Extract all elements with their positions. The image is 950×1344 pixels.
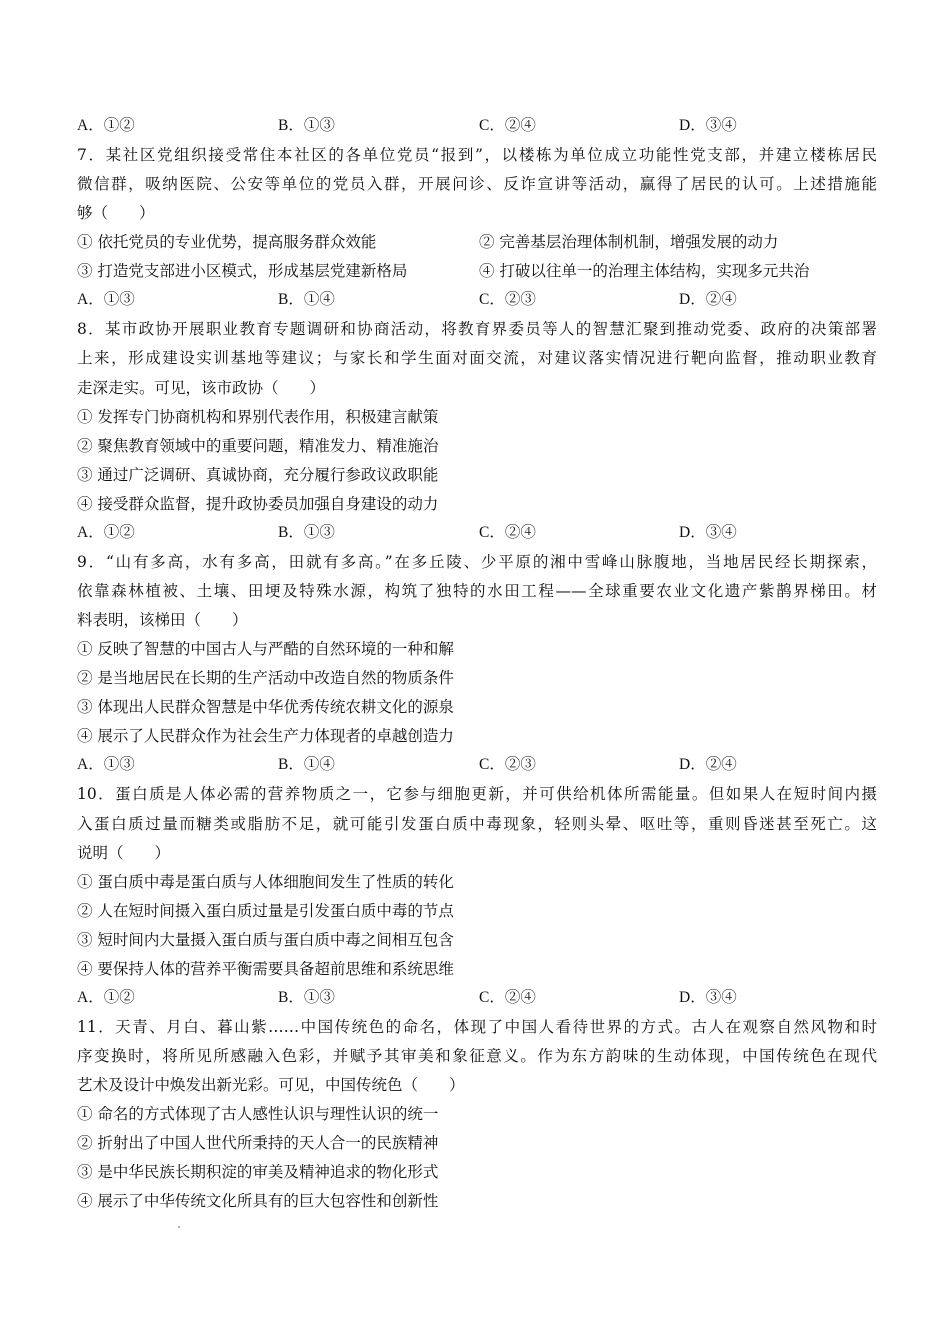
q10-option-b[interactable]: B．①③ bbox=[278, 989, 335, 1006]
scan-speck bbox=[178, 1226, 180, 1228]
option-a[interactable]: A．①② bbox=[77, 117, 135, 134]
q7-item-3: ③ 打造党支部进小区模式，形成基层党建新格局 bbox=[77, 262, 408, 280]
q7-item-4: ④ 打破以往单一的治理主体结构，实现多元共治 bbox=[479, 262, 810, 280]
q11-stem-line-2: 序变换时，将所见所感融入色彩，并赋予其审美和象征意义。作为东方韵味的生动体现，中国传统色在现代 bbox=[77, 1047, 877, 1065]
q11-item-2: ② 折射出了中国人世代所秉持的天人合一的民族精神 bbox=[77, 1134, 439, 1152]
q8-item-4: ④ 接受群众监督，提升政协委员加强自身建设的动力 bbox=[77, 495, 439, 513]
q8-option-a[interactable]: A．①② bbox=[77, 524, 135, 541]
q10-item-2: ② 人在短时间摄入蛋白质过量是引发蛋白质中毒的节点 bbox=[77, 902, 454, 920]
q9-option-d[interactable]: D．②④ bbox=[679, 756, 737, 773]
q10-option-d[interactable]: D．③④ bbox=[679, 989, 737, 1006]
q11-item-3: ③ 是中华民族长期积淀的审美及精神追求的物化形式 bbox=[77, 1163, 439, 1181]
q8-stem-line-3: 走深走实。可见，该市政协（ ） bbox=[77, 379, 326, 397]
q9-item-2: ② 是当地居民在长期的生产活动中改造自然的物质条件 bbox=[77, 669, 454, 687]
q7-option-b[interactable]: B．①④ bbox=[278, 291, 335, 308]
q10-option-a[interactable]: A．①② bbox=[77, 989, 135, 1006]
q9-option-a[interactable]: A．①③ bbox=[77, 756, 135, 773]
q7-item-1: ① 依托党员的专业优势，提高服务群众效能 bbox=[77, 233, 377, 251]
q11-stem-line-1: 11．天青、月白、暮山紫……中国传统色的命名，体现了中国人看待世界的方式。古人在观察自然风物和时 bbox=[77, 1018, 877, 1036]
q10-item-1: ① 蛋白质中毒是蛋白质与人体细胞间发生了性质的转化 bbox=[77, 873, 454, 891]
q9-option-b[interactable]: B．①④ bbox=[278, 756, 335, 773]
q10-item-4: ④ 要保持人体的营养平衡需要具备超前思维和系统思维 bbox=[77, 960, 454, 978]
q10-option-c[interactable]: C．②④ bbox=[479, 989, 536, 1006]
q9-item-4: ④ 展示了人民群众作为社会生产力体现者的卓越创造力 bbox=[77, 727, 454, 745]
q8-item-2: ② 聚焦教育领域中的重要问题，精准发力、精准施治 bbox=[77, 437, 439, 455]
q10-item-3: ③ 短时间内大量摄入蛋白质与蛋白质中毒之间相互包含 bbox=[77, 931, 454, 949]
q10-stem-line-1: 10．蛋白质是人体必需的营养物质之一，它参与细胞更新，并可供给机体所需能量。但如果人在短时间内摄 bbox=[77, 785, 877, 803]
q8-stem-line-1: 8．某市政协开展职业教育专题调研和协商活动，将教育界委员等人的智慧汇聚到推动党委、政府的决策部署 bbox=[77, 320, 877, 338]
q9-stem-line-3: 料表明，该梯田（ ） bbox=[77, 611, 248, 629]
q10-stem-line-2: 入蛋白质过量而糖类或脂肪不足，就可能引发蛋白质中毒现象，轻则头晕、呕吐等，重则昏迷甚至死亡。这 bbox=[77, 815, 877, 833]
q9-item-1: ① 反映了智慧的中国古人与严酷的自然环境的一种和解 bbox=[77, 640, 454, 658]
option-c[interactable]: C．②④ bbox=[479, 117, 536, 134]
q7-stem-line-3: 够（ ） bbox=[77, 204, 155, 222]
option-d[interactable]: D．③④ bbox=[679, 117, 737, 134]
q11-item-1: ① 命名的方式体现了古人感性认识与理性认识的统一 bbox=[77, 1105, 439, 1123]
q8-stem-line-2: 上来，形成建设实训基地等建议；与家长和学生面对面交流，对建议落实情况进行靶向监督，推动职业教育 bbox=[77, 349, 877, 367]
q9-item-3: ③ 体现出人民群众智慧是中华优秀传统农耕文化的源泉 bbox=[77, 698, 454, 716]
q11-item-4: ④ 展示了中华传统文化所具有的巨大包容性和创新性 bbox=[77, 1192, 439, 1210]
q7-option-d[interactable]: D．②④ bbox=[679, 291, 737, 308]
q7-option-a[interactable]: A．①③ bbox=[77, 291, 135, 308]
q10-stem-line-3: 说明（ ） bbox=[77, 844, 171, 862]
q11-stem-line-3: 艺术及设计中焕发出新光彩。可见，中国传统色（ ） bbox=[77, 1076, 465, 1094]
q7-stem-line-1: 7．某社区党组织接受常住本社区的各单位党员“报到”，以楼栋为单位成立功能性党支部，并建立楼栋居民 bbox=[77, 146, 877, 164]
option-b[interactable]: B．①③ bbox=[278, 117, 335, 134]
q9-stem-line-1: 9．“山有多高，水有多高，田就有多高。”在多丘陵、少平原的湘中雪峰山脉腹地，当地居民经长期探索， bbox=[77, 553, 877, 571]
q9-stem-line-2: 依靠森林植被、土壤、田埂及特殊水源，构筑了独特的水田工程——全球重要农业文化遗产紫鹊界梯田。材 bbox=[77, 582, 877, 600]
q9-option-c[interactable]: C．②③ bbox=[479, 756, 536, 773]
q7-stem-line-2: 微信群，吸纳医院、公安等单位的党员入群，开展问诊、反诈宣讲等活动，赢得了居民的认可。上述措施能 bbox=[77, 175, 877, 193]
q8-option-d[interactable]: D．③④ bbox=[679, 524, 737, 541]
q7-item-2: ② 完善基层治理体制机制，增强发展的动力 bbox=[479, 233, 779, 251]
q7-option-c[interactable]: C．②③ bbox=[479, 291, 536, 308]
q8-item-1: ① 发挥专门协商机构和界别代表作用，积极建言献策 bbox=[77, 408, 439, 426]
q8-option-c[interactable]: C．②④ bbox=[479, 524, 536, 541]
q8-item-3: ③ 通过广泛调研、真诚协商，充分履行参政议政职能 bbox=[77, 466, 439, 484]
q8-option-b[interactable]: B．①③ bbox=[278, 524, 335, 541]
